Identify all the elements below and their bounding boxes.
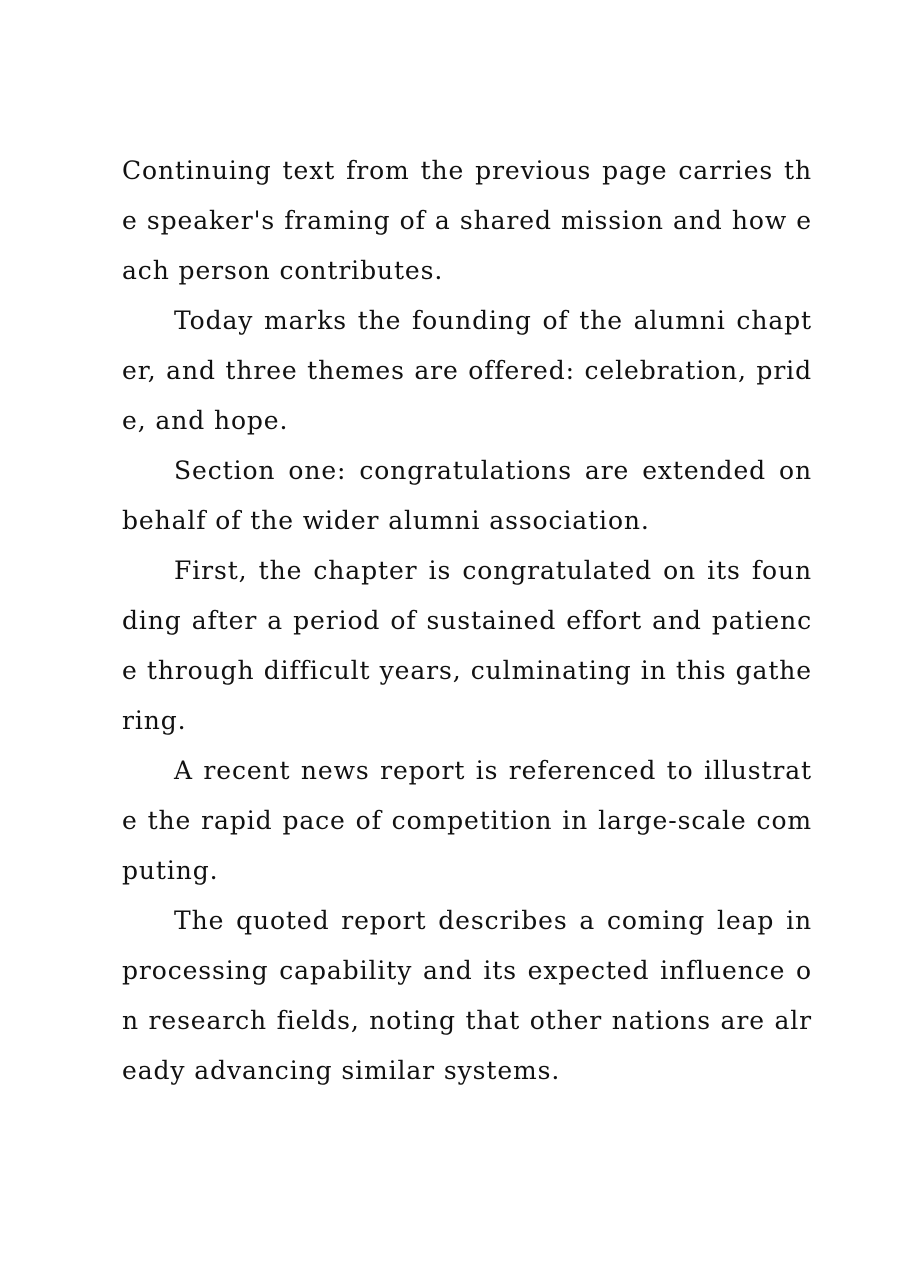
paragraph-congratulations: First, the chapter is congratulated on its founding after a period of sustained effort and patience through difficult years, culminating in this gathering. [122,556,812,735]
document-body [122,146,812,1096]
paragraph-continuation: Continuing text from the previous page carries the speaker's framing of a shared mission and how each person contributes. [122,156,812,285]
paragraph-keywords-intro: Today marks the founding of the alumni chapter, and three themes are offered: celebration, pride, and hope. [122,306,812,435]
paragraph-news-quote: The quoted report describes a coming leap in processing capability and its expected influence on research fields, noting that other nations are already advancing similar systems. [122,906,812,1085]
paragraph-news-intro: A recent news report is referenced to illustrate the rapid pace of competition in large-scale computing. [122,756,812,885]
section-heading-congratulations: Section one: congratulations are extended on behalf of the wider alumni association. [122,456,812,535]
